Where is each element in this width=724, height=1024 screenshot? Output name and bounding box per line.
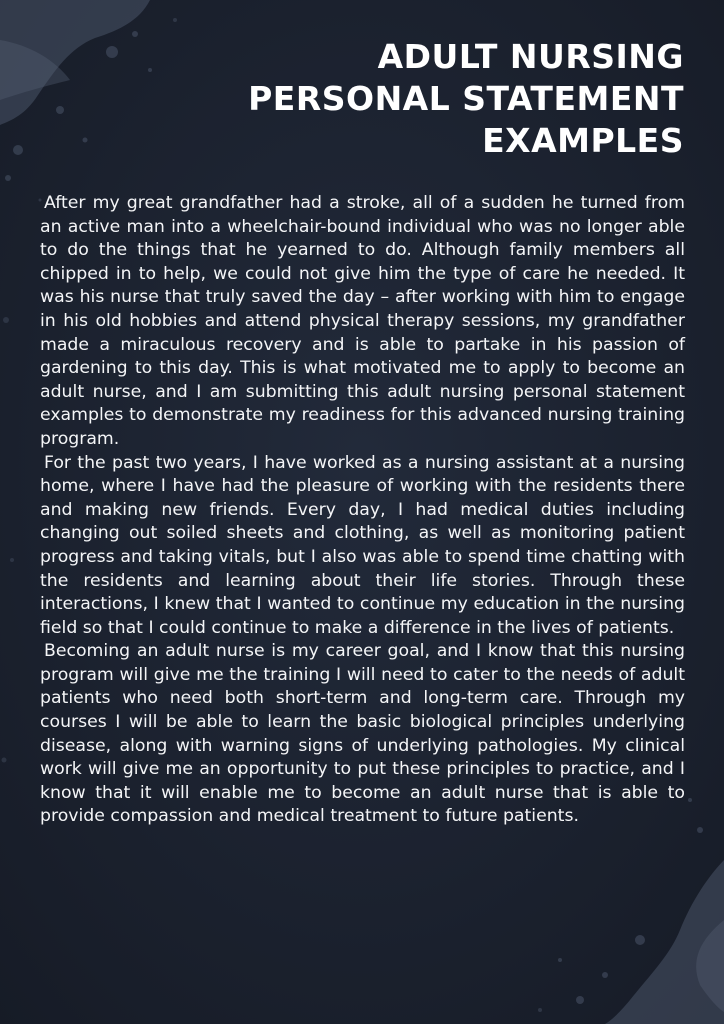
paragraph-1: After my great grandfather had a stroke, all of a sudden he turned from an active man into a wheelchair-bound individual who was no longer able to do the things that he yearned to do. Although family members all chipped in to help, we could not give him the type of care he needed. It was his nurse that truly saved the day – after working with him to engage in his old hobbies and attend physical therapy sessions, my grandfather made a miraculous recovery and is able to partake in his passion of gardening to this day. This is what motivated me to apply to become an adult nurse, and I am submitting this adult nursing personal statement examples to demonstrate my readiness for this advanced nursing training program. — [40, 193, 685, 449]
title-line-1: ADULT NURSING — [377, 37, 684, 76]
paragraph-3: Becoming an adult nurse is my career goal, and I know that this nursing program will give me the training I will need to cater to the needs of adult patients who need both short-term and long-term care. Through my courses I will be able to learn the basic biological principles underlying disease, along with warning signs of underlying pathologies. My clinical work will give me an opportunity to put these principles to practice, and I know that it will enable me to become an adult nurse that is able to provide compassion and medical treatment to future patients. — [40, 641, 685, 827]
paragraph-2: For the past two years, I have worked as a nursing assistant at a nursing home, where I have had the pleasure of working with the residents there and making new friends. Every day, I had medical duties including changing out soiled sheets and clothing, as well as monitoring patient progress and taking vitals, but I also was able to spend time chatting with the residents and learning about their life stories. Through these interactions, I knew that I wanted to continue my education in the nursing field so that I could continue to make a difference in the lives of patients. — [40, 452, 685, 638]
statement-body — [40, 192, 685, 829]
page-title — [124, 36, 684, 162]
title-line-2: PERSONAL STATEMENT — [248, 79, 684, 118]
title-line-3: EXAMPLES — [482, 121, 684, 160]
